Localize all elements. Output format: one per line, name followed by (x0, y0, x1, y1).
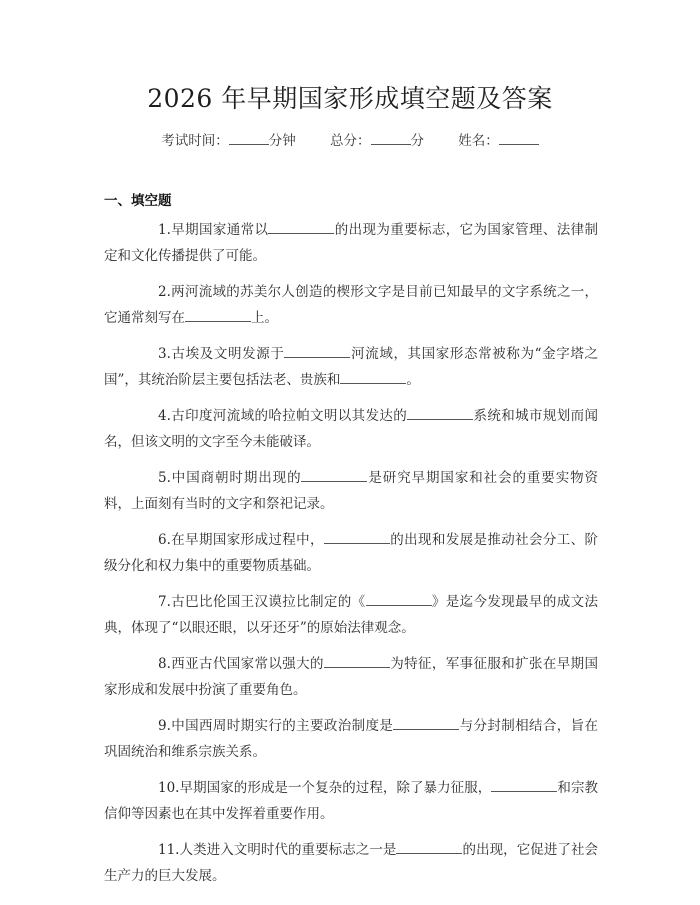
question-item (104, 837, 598, 889)
question-item (104, 403, 598, 455)
question-number: 7. (158, 594, 171, 610)
question-item (104, 217, 598, 269)
total-score-unit: 分 (410, 133, 424, 149)
question-text-after: 上。 (251, 310, 278, 326)
student-name-blank[interactable] (499, 131, 539, 145)
question-number: 11. (158, 842, 180, 858)
question-text-before: 中国商朝时期出现的 (170, 470, 302, 486)
question-text-after: 是研究早期国家和社会的重要实物资料，上面刻有当时的文字和祭祀记录。 (104, 470, 599, 512)
question-item (104, 713, 598, 765)
answer-blank[interactable] (324, 654, 390, 668)
question-item (104, 775, 598, 827)
student-name-field (458, 130, 539, 152)
question-number: 9. (158, 718, 171, 734)
question-text-middle: 河流域，其国家形态常被称为“金字塔之国”，其统治阶层主要包括法老、贵族和 (104, 346, 599, 388)
question-item (104, 341, 598, 393)
question-text-after: 的出现，它促进了社会生产力的巨大发展。 (104, 842, 599, 884)
question-text-after: 》是迄今发现最早的成文法典，体现了“以眼还眼，以牙还牙”的原始法律观念。 (104, 594, 599, 636)
question-text-before: 在早期国家形成过程中， (170, 532, 324, 548)
question-item (104, 651, 598, 703)
question-number: 4. (158, 408, 171, 424)
question-text-after: 系统和城市规划而闻名，但该文明的文字至今未能破译。 (104, 408, 599, 450)
exam-time-field (161, 130, 296, 152)
question-number: 6. (158, 532, 171, 548)
exam-time-blank[interactable] (229, 131, 269, 145)
question-number: 5. (158, 470, 171, 486)
question-text-before: 早期国家的形成是一个复杂的过程，除了暴力征服， (179, 780, 492, 796)
question-item (104, 527, 598, 579)
answer-blank[interactable] (396, 840, 462, 854)
question-list (104, 217, 598, 899)
question-number: 1. (158, 222, 171, 238)
question-text-before: 两河流域的苏美尔人创造的楔形文字是目前已知最早的文字系统之一，它通常刻写在 (104, 284, 598, 326)
question-number: 2. (158, 284, 171, 300)
question-text-before: 早期国家通常以 (170, 222, 269, 238)
question-number: 8. (158, 656, 171, 672)
question-text-after: 的出现为重要标志，它为国家管理、法律制定和文化传播提供了可能。 (104, 222, 599, 264)
total-score-field (330, 130, 424, 152)
question-item (104, 589, 598, 641)
question-text-after: 为特征，军事征服和扩张在早期国家形成和发展中扮演了重要角色。 (104, 656, 599, 698)
exam-info-row (0, 130, 700, 152)
question-text-before: 古巴比伦国王汉谟拉比制定的《 (170, 594, 366, 610)
question-text-after: 。 (406, 372, 420, 388)
question-text-before: 人类进入文明时代的重要标志之一是 (179, 842, 397, 858)
total-score-label: 总分： (330, 133, 371, 149)
question-text-before: 古印度河流域的哈拉帕文明以其发达的 (170, 408, 408, 424)
question-number: 10. (158, 780, 180, 796)
answer-blank[interactable] (301, 468, 367, 482)
answer-blank[interactable] (366, 592, 432, 606)
answer-blank[interactable] (324, 530, 390, 544)
answer-blank[interactable] (393, 716, 459, 730)
page-title: 2026 年早期国家形成填空题及答案 (147, 84, 553, 113)
question-text-after: 与分封制相结合，旨在巩固统治和维系宗族关系。 (104, 718, 599, 760)
total-score-blank[interactable] (371, 131, 411, 145)
question-text-before: 古埃及文明发源于 (170, 346, 285, 362)
section-heading: 一、填空题 (104, 193, 172, 209)
answer-blank[interactable] (491, 778, 557, 792)
question-item (104, 465, 598, 517)
question-text-before: 西亚古代国家常以强大的 (170, 656, 324, 672)
answer-blank[interactable] (407, 406, 473, 420)
question-text-after: 的出现和发展是推动社会分工、阶级分化和权力集中的重要物质基础。 (104, 532, 599, 574)
question-text-after: 和宗教信仰等因素也在其中发挥着重要作用。 (104, 780, 599, 822)
answer-blank[interactable] (340, 370, 406, 384)
exam-time-label: 考试时间： (161, 133, 229, 149)
question-number: 3. (158, 346, 171, 362)
question-item (104, 279, 598, 331)
answer-blank[interactable] (284, 344, 350, 358)
question-text-before: 中国西周时期实行的主要政治制度是 (170, 718, 394, 734)
answer-blank[interactable] (268, 220, 334, 234)
student-name-label: 姓名： (458, 133, 499, 149)
exam-time-unit: 分钟 (268, 133, 296, 149)
answer-blank[interactable] (185, 308, 251, 322)
